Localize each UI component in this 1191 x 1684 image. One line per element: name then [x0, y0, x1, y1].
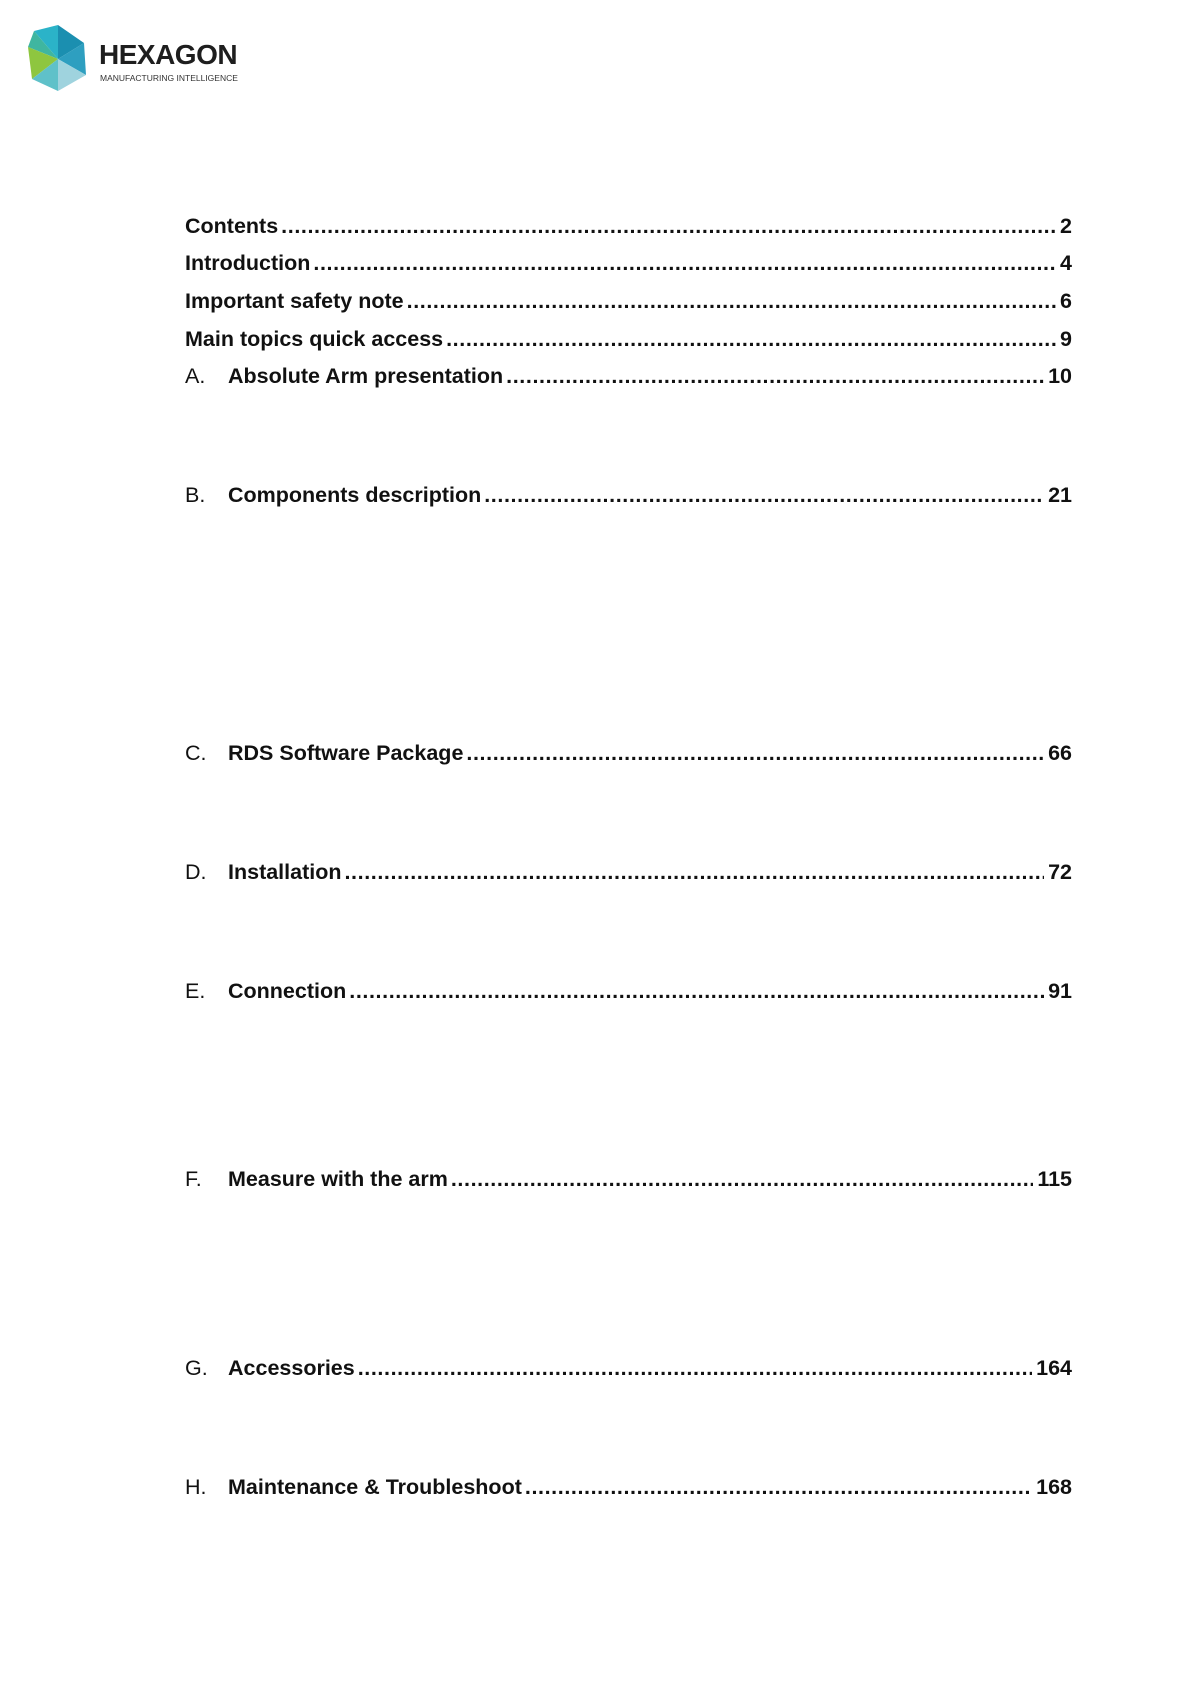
- toc-section-letter: A.: [185, 364, 206, 388]
- toc-page-number: 10: [1048, 364, 1072, 388]
- toc-entry-section-h[interactable]: [185, 1472, 1072, 1502]
- toc-leader: [446, 324, 1056, 354]
- toc-section-letter: D.: [185, 860, 207, 884]
- toc-entry-section-a[interactable]: [185, 361, 1072, 391]
- toc-entry-section-d[interactable]: [185, 857, 1072, 887]
- toc-leader: [344, 857, 1044, 887]
- toc-entry-quick-access[interactable]: [185, 324, 1072, 354]
- toc-section-letter: H.: [185, 1475, 207, 1499]
- toc-page-number: 72: [1048, 860, 1072, 884]
- toc-leader: [484, 480, 1044, 510]
- toc-title: Maintenance & Troubleshoot: [228, 1475, 522, 1499]
- toc-leader: [466, 738, 1044, 768]
- toc-entry-section-e[interactable]: [185, 976, 1072, 1006]
- toc-title: Important safety note: [185, 289, 404, 313]
- toc-leader: [313, 248, 1056, 278]
- toc-title: Introduction: [185, 251, 311, 275]
- toc-title: Accessories: [228, 1356, 355, 1380]
- toc-leader: [358, 1353, 1032, 1383]
- toc-page-number: 4: [1060, 251, 1072, 275]
- toc-entry-section-f[interactable]: [185, 1164, 1072, 1194]
- toc-title: Measure with the arm: [228, 1167, 448, 1191]
- logo-tagline: MANUFACTURING INTELLIGENCE: [100, 73, 238, 83]
- toc-leader: [525, 1472, 1032, 1502]
- toc-entry-section-c[interactable]: [185, 738, 1072, 768]
- toc-title: Installation: [228, 860, 342, 884]
- toc-page-number: 115: [1037, 1167, 1072, 1191]
- toc-entry-section-g[interactable]: [185, 1353, 1072, 1383]
- toc-section-letter: G.: [185, 1356, 208, 1380]
- toc-section-letter: C.: [185, 741, 207, 765]
- hexagon-logo-icon: [28, 25, 88, 93]
- toc-leader: [349, 976, 1044, 1006]
- toc-leader: [407, 286, 1056, 316]
- toc-title: Absolute Arm presentation: [228, 364, 504, 388]
- toc-page-number: 91: [1048, 979, 1072, 1003]
- toc-page-number: 2: [1060, 214, 1072, 238]
- toc-entry-contents[interactable]: [185, 211, 1072, 241]
- toc-section-letter: E.: [185, 979, 206, 1003]
- toc-title: RDS Software Package: [228, 741, 464, 765]
- toc-page-number: 6: [1060, 289, 1072, 313]
- toc-entry-safety-note[interactable]: [185, 286, 1072, 316]
- hexagon-logo: [28, 25, 258, 95]
- toc-section-letter: B.: [185, 483, 206, 507]
- toc-title: Components description: [228, 483, 482, 507]
- logo-wordmark: HEXAGON: [99, 39, 238, 70]
- toc-leader: [506, 361, 1044, 391]
- toc-page-number: 66: [1048, 741, 1072, 765]
- toc-page-number: 168: [1036, 1475, 1072, 1499]
- toc-title: Main topics quick access: [185, 327, 444, 351]
- toc-entry-introduction[interactable]: [185, 248, 1072, 278]
- toc-leader: [281, 211, 1056, 241]
- toc-page-number: 9: [1060, 327, 1072, 351]
- toc-page-number: 21: [1048, 483, 1072, 507]
- toc-title: Connection: [228, 979, 347, 1003]
- toc-leader: [451, 1164, 1033, 1194]
- toc-page-number: 164: [1036, 1356, 1072, 1380]
- toc-entry-section-b[interactable]: [185, 480, 1072, 510]
- toc-section-letter: F.: [185, 1167, 202, 1191]
- toc-title: Contents: [185, 214, 279, 238]
